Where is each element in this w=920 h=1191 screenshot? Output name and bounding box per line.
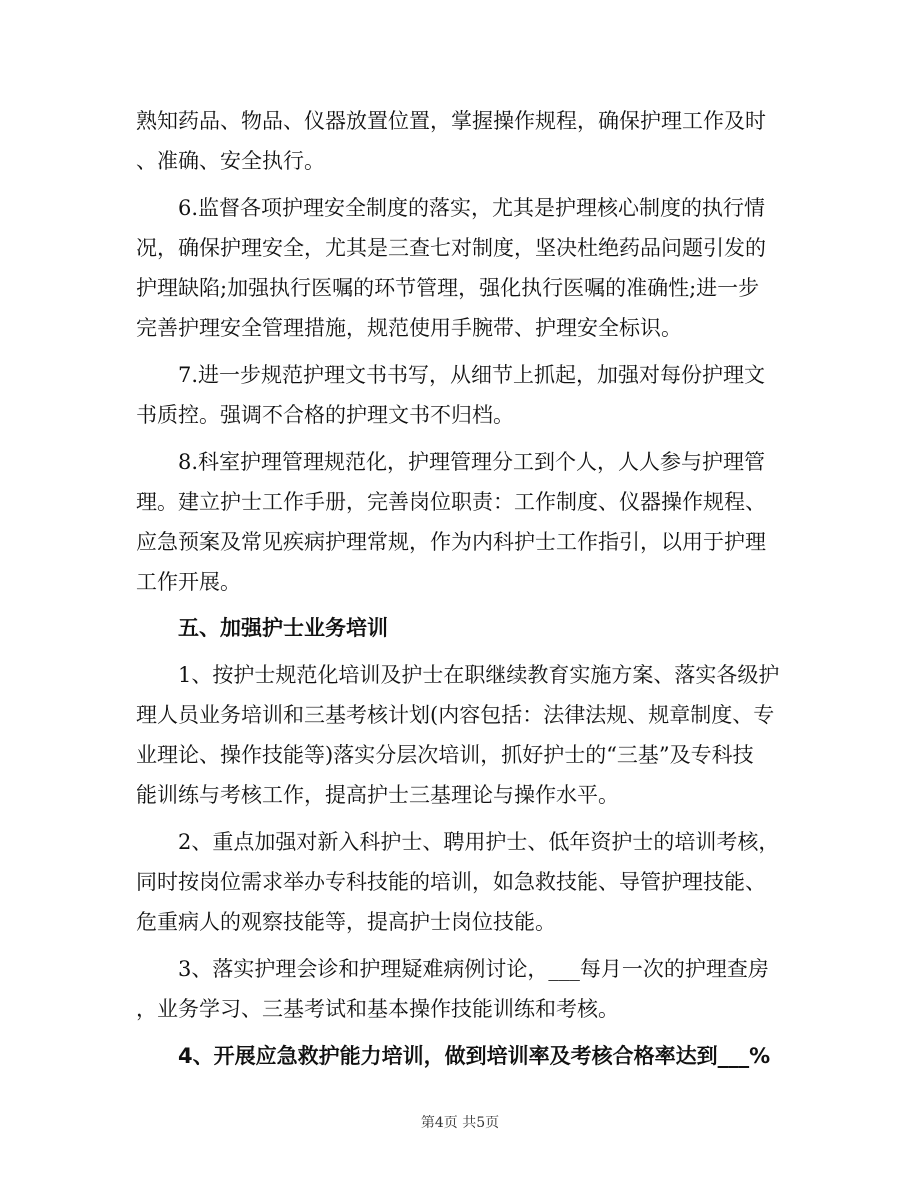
- paragraph-line: 能训练与考核工作，提高护士三基理论与操作水平。: [136, 783, 619, 807]
- paragraph-line: 2、重点加强对新入科护士、聘用护士、低年资护士的培训考核，: [178, 830, 780, 854]
- paragraph-line: 理人员业务培训和三基考核计划(内容包括：法律法规、规章制度、专: [136, 703, 775, 727]
- section-heading: 五、加强护士业务培训: [178, 616, 388, 640]
- paragraph-line: 书质控。强调不合格的护理文书不归档。: [136, 403, 514, 427]
- paragraph-line: 应急预案及常见疾病护理常规，作为内科护士工作指引，以用于护理: [136, 530, 766, 554]
- paragraph-line: 护理缺陷;加强执行医嘱的环节管理，强化执行医嘱的准确性;进一步: [136, 276, 760, 300]
- paragraph-line: 熟知药品、物品、仪器放置位置，掌握操作规程，确保护理工作及时: [136, 109, 766, 133]
- paragraph-line: 6.监督各项护理安全制度的落实，尤其是护理核心制度的执行情: [178, 196, 766, 220]
- paragraph-line: 理。建立护士工作手册，完善岗位职责：工作制度、仪器操作规程、: [136, 490, 766, 514]
- page-number-footer: 第4页 共5页: [420, 1115, 500, 1131]
- paragraph-line: 危重病人的观察技能等，提高护士岗位技能。: [136, 910, 556, 934]
- bold-paragraph-line: 4、开展应急救护能力培训，做到培训率及考核合格率达到___%: [178, 1044, 771, 1068]
- paragraph-line: 工作开展。: [136, 570, 241, 594]
- paragraph-line: 8.科室护理管理规范化，护理管理分工到个人，人人参与护理管: [178, 450, 766, 474]
- paragraph-line: 业理论、操作技能等)落实分层次培训，抓好护士的“三基”及专科技: [136, 743, 754, 767]
- paragraph-line: 同时按岗位需求举办专科技能的培训，如急救技能、导管护理技能、: [136, 870, 766, 894]
- paragraph-line: 3、落实护理会诊和护理疑难病例讨论，___每月一次的护理查房: [178, 957, 769, 981]
- paragraph-line: ，业务学习、三基考试和基本操作技能训练和考核。: [136, 997, 619, 1021]
- paragraph-line: 1、按护士规范化培训及护士在职继续教育实施方案、落实各级护: [178, 663, 780, 687]
- paragraph-line: 7.进一步规范护理文书书写，从细节上抓起，加强对每份护理文: [178, 363, 766, 387]
- paragraph-line: 况，确保护理安全，尤其是三查七对制度，坚决杜绝药品问题引发的: [136, 236, 766, 260]
- paragraph-line: 、准确、安全执行。: [136, 149, 325, 173]
- paragraph-line: 完善护理安全管理措施，规范使用手腕带、护理安全标识。: [136, 316, 682, 340]
